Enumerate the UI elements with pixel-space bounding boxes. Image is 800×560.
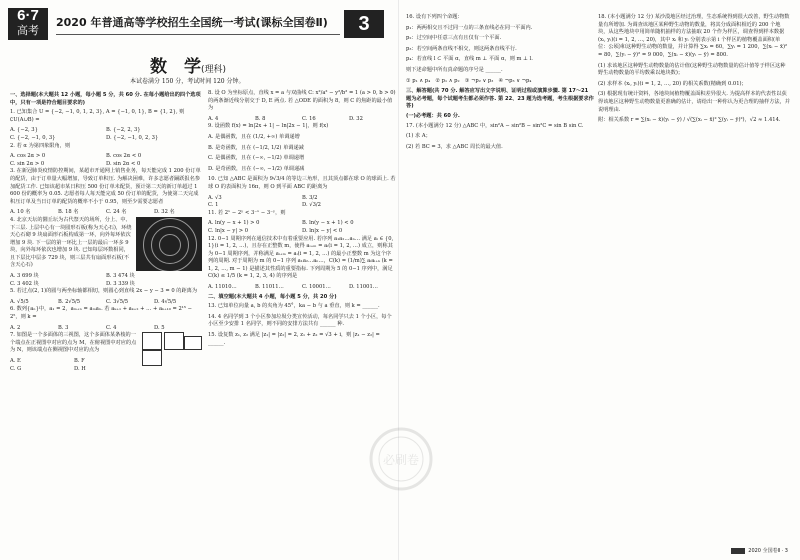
subject-sub: (理科) xyxy=(201,65,227,75)
answer-option: B. 18 名 xyxy=(58,209,79,216)
answer-option: D. 5 xyxy=(154,324,165,331)
question-text: 8. 设 O 为坐标原点，直线 x = a 与双曲线 C: x²/a² − y²/b² = 1 (a > 0, b > 0) 的两条渐近线分别交于 D, E 两点. 若 △ODE 的面积为 8，则 C 的焦距的最小值为 xyxy=(208,90,396,112)
column-4 xyxy=(598,14,790,128)
column-3 xyxy=(406,14,594,154)
answer-option: B. {−2, 2, 3} xyxy=(106,127,141,134)
answer-option: D. 3 339 块 xyxy=(106,280,135,287)
answer-option: A. cos 2α > 0 xyxy=(10,153,46,160)
watermark-seal xyxy=(366,424,436,494)
exam-note: 本试卷满分 150 分，考试时间 120 分钟。 xyxy=(130,78,245,85)
question-text: 6. 数列{aₙ}中，a₁ = 2，aₘ₊ₙ = aₘaₙ. 若 aₖ₊₁ + aₖ₊₂ + … + aₖ₊₁₀ = 2¹⁵ − 2⁵，则 k = xyxy=(10,306,192,321)
question-text: D. 是奇函数，且在 (−∞, −1/2) 单调递减 xyxy=(208,165,305,172)
question-text: (1) 求 A； xyxy=(406,133,431,140)
question-text: p₄：若直线 l ⊂ 平面 α，直线 m ⊥ 平面 α，则 m ⊥ l. xyxy=(406,56,533,63)
question-text: 1. 已知集合 U = {−2, −1, 0, 1, 2, 3}, A = {−1, 0, 1}, B = {1, 2}, 则 ∁U(A∪B) = xyxy=(10,109,185,123)
answer-option: C. 3 402 块 xyxy=(10,280,39,287)
answer-option: C. 10001… xyxy=(302,284,331,291)
question-text: (1) 求该地区这种野生动物数量的估计值(这种野生动物数量的估计值等于样区这种野生动物数量的平均数乘以地块数)； xyxy=(598,62,786,77)
question-text: (2) 求样本 (xᵢ, yᵢ)(i = 1, 2, …, 20) 的相关系数(精确到 0.01)； xyxy=(598,80,747,87)
answer-option: B. F xyxy=(74,358,85,364)
answer-option: C. 24 名 xyxy=(106,209,127,216)
answer-option: D. 4√5/5 xyxy=(154,298,177,305)
answer-option: D. H xyxy=(74,365,86,372)
answer-option: C. ln|x − y| > 0 xyxy=(208,227,249,234)
answer-option: C. 16 xyxy=(302,115,316,122)
answer-options xyxy=(10,209,202,217)
answer-option: B. ln(y − x + 1) < 0 xyxy=(302,220,354,227)
watermark-text: 必刷卷 xyxy=(382,453,420,467)
brand-badge xyxy=(8,8,48,40)
question-text: ① p₁ ∧ p₄ ② p₁ ∧ p₂ ③ ¬p₂ ∨ p₃ ④ ¬p₃ ∨ ¬p₄ xyxy=(406,77,532,84)
question-with-figure xyxy=(10,217,202,270)
question-text: 17. (本小题满分 12 分) △ABC 中，sin²A − sin²B − sin²C = sin B sin C. xyxy=(406,122,584,129)
question-text: 9. 设函数 f(x) = ln|2x + 1| − ln|2x − 1|，则 f(x) xyxy=(208,123,329,130)
question-text: 11. 若 2ˣ − 2ʸ < 3⁻ˣ − 3⁻ʸ，则 xyxy=(208,209,286,216)
question-text: A. 是偶函数，且在 (1/2, +∞) 单调递增 xyxy=(208,133,300,140)
answer-option: D. 32 xyxy=(349,115,363,122)
three-view-figure xyxy=(142,332,202,366)
question-text: 附：相关系数 r = ∑(xᵢ − x̄)(yᵢ − ȳ) / √(∑(xᵢ − x̄)² ∑(yᵢ − ȳ)²)，√2 ≈ 1.414. xyxy=(598,117,781,124)
column-2 xyxy=(208,90,396,350)
answer-option: C. G xyxy=(10,365,22,372)
section-heading: 二、填空题(本大题共 4 小题，每小题 5 分，共 20 分) xyxy=(208,293,337,300)
answer-option: A. 10 名 xyxy=(10,209,31,216)
answer-option: A. {−2, 3} xyxy=(10,127,38,134)
answer-option: C. 3√5/5 xyxy=(106,298,129,305)
question-text: 4. 北京天坛的圜丘坛为古代祭天的场所，分上、中、下三层. 上层中心有一块圆形石板(称为天心石)，环绕天心石砌 9 块扇面形石板构成第一环，向外每环依次增加 9 块. 下一层的第一环比上一层的最后一环多 9 块，向外每环依次也增加 9 块. 已知每层环数相同，且下层比中层多 729 块，则三层共有扇面形石板(不含天心石) xyxy=(10,216,132,269)
answer-option: A. 2 xyxy=(10,324,21,331)
answer-options xyxy=(208,284,396,292)
answer-options xyxy=(10,153,202,168)
logo-icon xyxy=(731,548,745,554)
answer-option: C. 4 xyxy=(106,324,117,331)
answer-option: D. {−2, −1, 0, 2, 3} xyxy=(106,134,159,141)
question-text: B. 是奇函数，且在 (−1/2, 1/2) 单调递减 xyxy=(208,144,304,151)
answer-option: A. E xyxy=(10,358,21,364)
section-heading: 三、解答题(共 70 分. 解答应写出文字说明、证明过程或演算步骤. 第 17～21 题为必考题，每个试题考生都必须作答. 第 22、23 题为选考题，考生根据要求作答) xyxy=(406,88,594,110)
answer-option: D. √3/2 xyxy=(302,202,321,209)
page-footer xyxy=(731,547,788,554)
column-1 xyxy=(10,90,202,373)
answer-option: B. 11011… xyxy=(255,284,284,291)
question-text: C. 是偶函数，且在 (−∞, −1/2) 单调递增 xyxy=(208,155,305,162)
answer-options xyxy=(10,358,138,373)
question-text: 16. 设有下列四个命题： xyxy=(406,14,463,20)
question-text: 则下述命题中所有真命题的序号是 ______. xyxy=(406,66,503,73)
answer-option: A. 4 xyxy=(208,115,219,122)
answer-option: B. 3 xyxy=(58,324,69,331)
exam-header xyxy=(8,8,392,40)
answer-option: A. 11010… xyxy=(208,284,237,291)
paper-number: 3 xyxy=(344,10,384,38)
answer-options xyxy=(208,195,396,210)
answer-option: A. ln(y − x + 1) > 0 xyxy=(208,220,260,227)
answer-option: C. sin 2α > 0 xyxy=(10,160,45,167)
question-text: p₃：若空间两条直线不相交，则这两条直线平行. xyxy=(406,45,517,52)
answer-option: B. 8 xyxy=(255,115,266,122)
question-text: 12. 0−1 周期序列在通信技术中有着重要应用. 若序列 a₁a₂…aₙ… 满足 aᵢ ∈ {0, 1}(i = 1, 2, …)，且存在正整数 m，使得 aᵢ₊ₘ = aᵢ(i = 1, 2, …) 成立，则称其为 0−1 周期序列，并称满足 aᵢ₊ₘ = aᵢ(i = 1, 2, …) 的最小正整数 m 为这个序列的周期. 对于周期为 m 的 0−1 序列 a₁a₂…aₙ…，C(k) = (1/m)∑ aᵢaᵢ₊ₖ (k = 1, 2, …, m − 1) 是描述其性质的重要指标. 下列周期为 5 的 0−1 序列中，满足 C(k) ≤ 1/5 (k = 1, 2, 3, 4) 的序列是 xyxy=(208,235,394,280)
answer-option: D. 11001… xyxy=(349,284,378,291)
answer-option: B. cos 2α < 0 xyxy=(106,153,142,160)
question-text: 18. (本小题满分 12 分) 某沙漠地区经过治理，生态系统得到很大改善，野生动物数量有所增加. 为调查该地区某种野生动物的数量，将其分成面积相近的 200 个地块，从这些地块中用简单随机抽样的方法抽取 20 个作为样区，调查得到样本数据 (xᵢ, yᵢ)(i = 1, 2, …, 20)，其中 xᵢ 和 yᵢ 分别表示第 i 个样区的植物覆盖面积(单位：公顷)和这种野生动物的数量，并计算得 ∑xᵢ = 60，∑yᵢ = 1 200，∑(xᵢ − x̄)² = 80，∑(yᵢ − ȳ)² = 9 000，∑(xᵢ − x̄)(yᵢ − ȳ) = 800. xyxy=(598,14,790,58)
subject-name: 数 学 xyxy=(150,57,201,77)
question-text: p₁：两两相交且不过同一点的三条直线必在同一平面内. xyxy=(406,24,533,31)
question-text: 13. 已知单位向量 a, b 的夹角为 45°，ka − b 与 a 垂直，则 k = ______. xyxy=(208,303,380,310)
question-text: 10. 已知 △ABC 是面积为 9√3/4 的等边三角形，且其顶点都在球 O 的球面上. 若球 O 的表面积为 16π，则 O 到平面 ABC 的距离为 xyxy=(208,176,396,190)
answer-option: C. {−2, −1, 0, 3} xyxy=(10,134,56,141)
subject-title xyxy=(150,52,226,77)
answer-option: D. ln|x − y| < 0 xyxy=(302,227,343,234)
answer-options xyxy=(208,220,396,235)
answer-option: B. 2√5/5 xyxy=(58,298,81,305)
exam-title: 2020 年普通高等学校招生全国统一考试(课标全国卷Ⅱ) xyxy=(56,16,328,29)
answer-option: B. 3 474 块 xyxy=(106,273,135,280)
answer-option: A. √3 xyxy=(208,194,222,201)
question-text: 3. 在新冠肺炎疫情防控期间，某超市开通网上销售业务，每天能完成 1 200 份订单的配货，由于订单量大幅增加，导致订单积压. 为解决困难，许多志愿者踊跃报名参加配货工作. 已知该超市某日积压 500 份订单未配货，预计第二天的新订单超过 1 600 份的概率为 0.05. 志愿者每人每天能完成 50 份订单的配货，为使第二天完成积压订单及当日订单的配货的概率不小于 0.95，则至少需要志愿者 xyxy=(10,168,201,205)
answer-option: D. sin 2α < 0 xyxy=(106,160,141,167)
question-text: 14. 4 名同学到 3 个小区参加垃圾分类宣传活动，每名同学只去 1 个小区，每个小区至少安排 1 名同学，则不同的安排方法共有 ______ 种. xyxy=(208,313,392,328)
answer-options xyxy=(10,273,202,288)
header-rule xyxy=(56,34,340,35)
badge-top: 6·7 xyxy=(17,7,39,24)
section-heading: 一、选择题(本大题共 12 小题，每小题 5 分，共 60 分. 在每小题给出的四个选项中，只有一项是符合题目要求的) xyxy=(10,92,201,106)
question-with-figure xyxy=(10,332,202,355)
answer-option: A. 3 699 块 xyxy=(10,273,39,280)
answer-option: D. 32 名 xyxy=(154,209,175,216)
section-heading: (一)必考题：共 60 分. xyxy=(406,112,460,119)
answer-option: B. 3/2 xyxy=(302,194,318,201)
question-text: p₂：过空间中任意三点有且仅有一个平面. xyxy=(406,35,502,42)
question-text: 7. 如图是一个多面体的三视图，这个多面体某条棱的一个端点在正视图中对应的点为 M，在俯视图中对应的点为 N，则该端点在侧视图中对应的点为 xyxy=(10,332,137,354)
answer-option: A. √5/5 xyxy=(10,298,29,305)
footer-text: 2020 全国卷Ⅱ · 3 xyxy=(748,548,788,554)
question-text: 5. 若过点(2, 1)的圆与两坐标轴都相切，则圆心到直线 2x − y − 3 = 0 的距离为 xyxy=(10,288,198,295)
badge-bottom: 高考 xyxy=(17,25,39,37)
question-text: (2) 若 BC = 3，求 △ABC 周长的最大值. xyxy=(406,143,503,150)
tiantan-photo xyxy=(136,217,202,271)
question-text: 15. 设复数 z₁, z₂ 满足 |z₁| = |z₂| = 2, z₁ + z₂ = √3 + i，则 |z₁ − z₂| = ______. xyxy=(208,332,380,346)
answer-options xyxy=(10,127,202,142)
question-text: (3) 根据现有统计资料，各地块间植物覆盖面积差异很大. 为提高样本的代表性以获得该地区这种野生动物数量更准确的估计，请给出一种你认为更合理的抽样方法，并说明理由. xyxy=(598,91,790,113)
question-text: 2. 若 α 为第四象限角，则 xyxy=(10,142,71,149)
answer-option: C. 1 xyxy=(208,202,219,209)
